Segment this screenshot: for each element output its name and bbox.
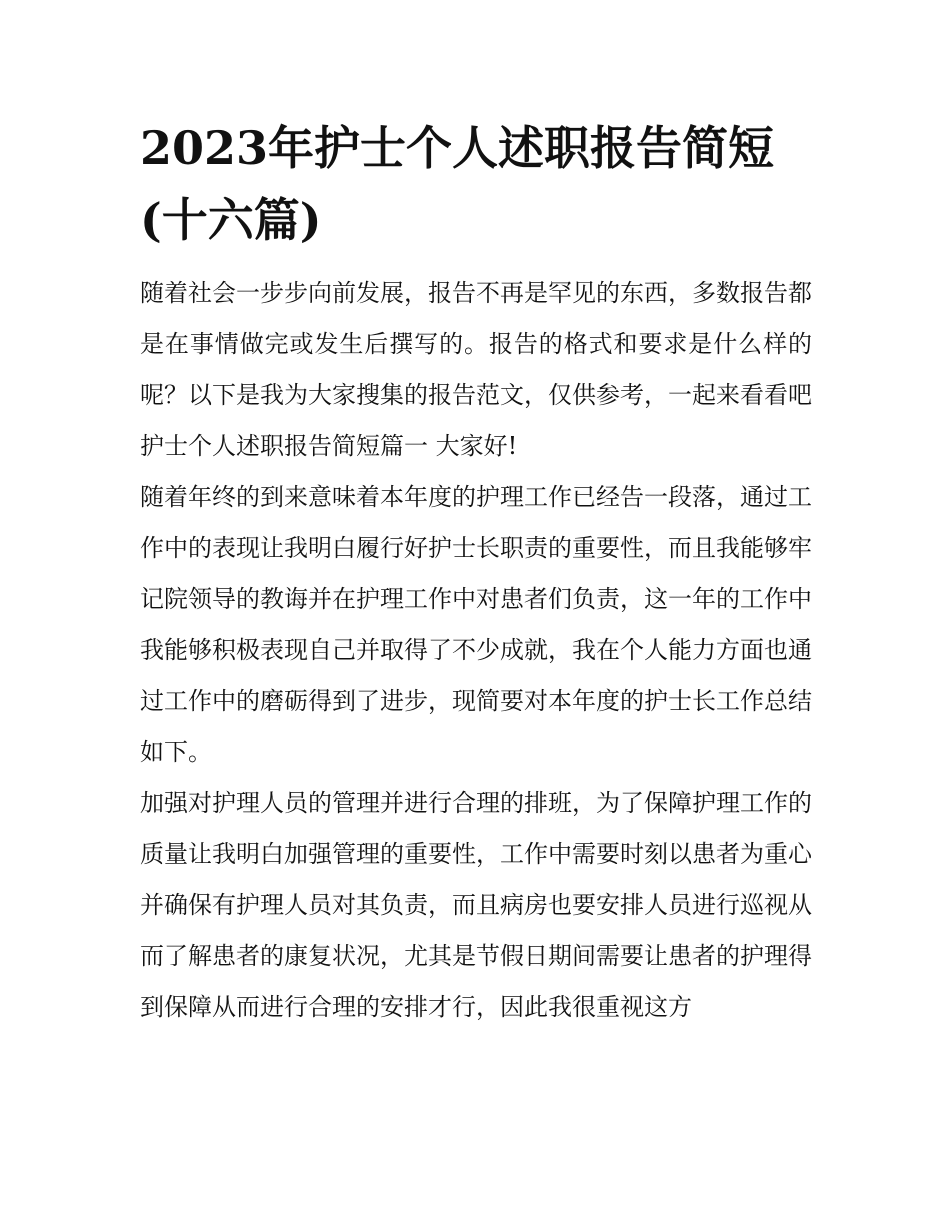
body-paragraph: 随着年终的到来意味着本年度的护理工作已经告一段落，通过工作中的表现让我明白履行好护士长职责的重要性，而且我能够牢记院领导的教诲并在护理工作中对患者们负责，这一年的工作中我能够积极表现自己并取得了不少成就，我在个人能力方面也通过工作中的磨砺得到了进步，现简要对本年度的护士长工作总结如下。 [140,483,812,766]
intro-paragraph: 随着社会一步步向前发展，报告不再是罕见的东西，多数报告都是在事情做完或发生后撰写的。报告的格式和要求是什么样的呢？以下是我为大家搜集的报告范文，仅供参考，一起来看看吧 [140,279,812,409]
document-title: 2023年护士个人述职报告简短(十六篇) [140,121,775,247]
body-paragraph: 加强对护理人员的管理并进行合理的排班，为了保障护理工作的质量让我明白加强管理的重要性，工作中需要时刻以患者为重心并确保有护理人员对其负责，而且病房也要安排人员进行巡视从而了解患者的康复状况，尤其是节假日期间需要让患者的护理得到保障从而进行合理的安排才行，因此我很重视这方 [140,789,812,1021]
document-page [140,112,812,1033]
section-heading-paragraph: 护士个人述职报告简短篇一 大家好! [140,432,518,460]
